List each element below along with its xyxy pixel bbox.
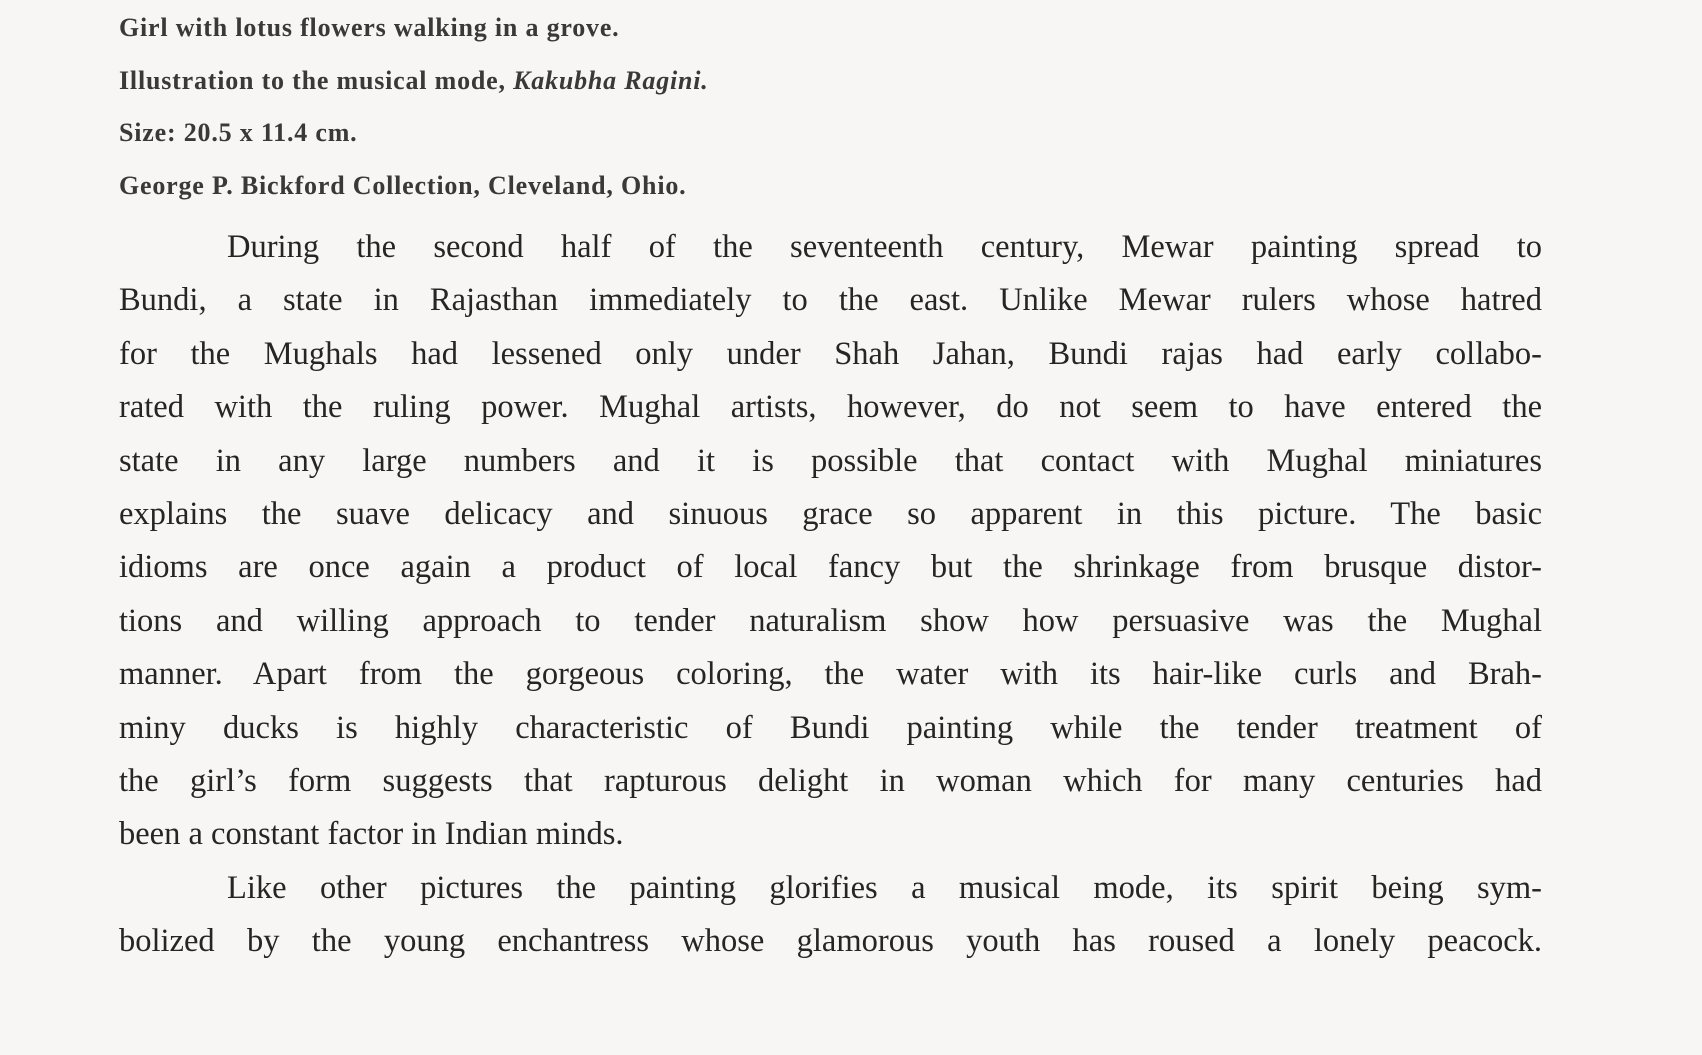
paragraph-line: state in any large numbers and it is possible that contact with Mughal miniatures	[119, 442, 1542, 479]
paragraph-line: been a constant factor in Indian minds.	[119, 816, 624, 853]
body-text	[119, 221, 1542, 969]
caption-title: Girl with lotus flowers walking in a grove.	[119, 13, 620, 42]
paragraph-line: miny ducks is highly characteristic of Bundi painting while the tender treatment of	[119, 709, 1542, 746]
paragraph-line: explains the suave delicacy and sinuous grace so apparent in this picture. The basic	[119, 496, 1542, 533]
paragraph-line: bolized by the young enchantress whose glamorous youth has roused a lonely peacock.	[119, 923, 1542, 960]
paragraph-line: for the Mughals had lessened only under Shah Jahan, Bundi rajas had early collabo-	[119, 335, 1542, 372]
caption-musical-mode: Kakubha Ragini.	[513, 65, 709, 95]
paragraph-2	[119, 862, 1542, 969]
caption-size: Size: 20.5 x 11.4 cm.	[119, 118, 358, 147]
paragraph-1	[119, 221, 1542, 862]
paragraph-line: During the second half of the seventeenth century, Mewar painting spread to	[227, 229, 1542, 265]
plate-caption	[119, 2, 1019, 212]
caption-illustration-prefix: Illustration to the musical mode,	[119, 65, 514, 95]
paragraph-line: Bundi, a state in Rajasthan immediately to the east. Unlike Mewar rulers whose hatred	[119, 282, 1542, 319]
paragraph-line: the girl’s form suggests that rapturous delight in woman which for many centuries had	[119, 763, 1542, 800]
paragraph-line: rated with the ruling power. Mughal artists, however, do not seem to have entered the	[119, 389, 1542, 426]
paragraph-line: idioms are once again a product of local fancy but the shrinkage from brusque distor-	[119, 549, 1542, 586]
caption-illustration	[119, 55, 1019, 108]
paragraph-line: Like other pictures the painting glorifies a musical mode, its spirit being sym-	[227, 869, 1542, 906]
caption-collection: George P. Bickford Collection, Cleveland, Ohio.	[119, 170, 687, 200]
paragraph-line: tions and willing approach to tender naturalism show how persuasive was the Mughal	[119, 602, 1542, 639]
paragraph-line: manner. Apart from the gorgeous coloring, the water with its hair-like curls and Brah-	[119, 656, 1542, 693]
